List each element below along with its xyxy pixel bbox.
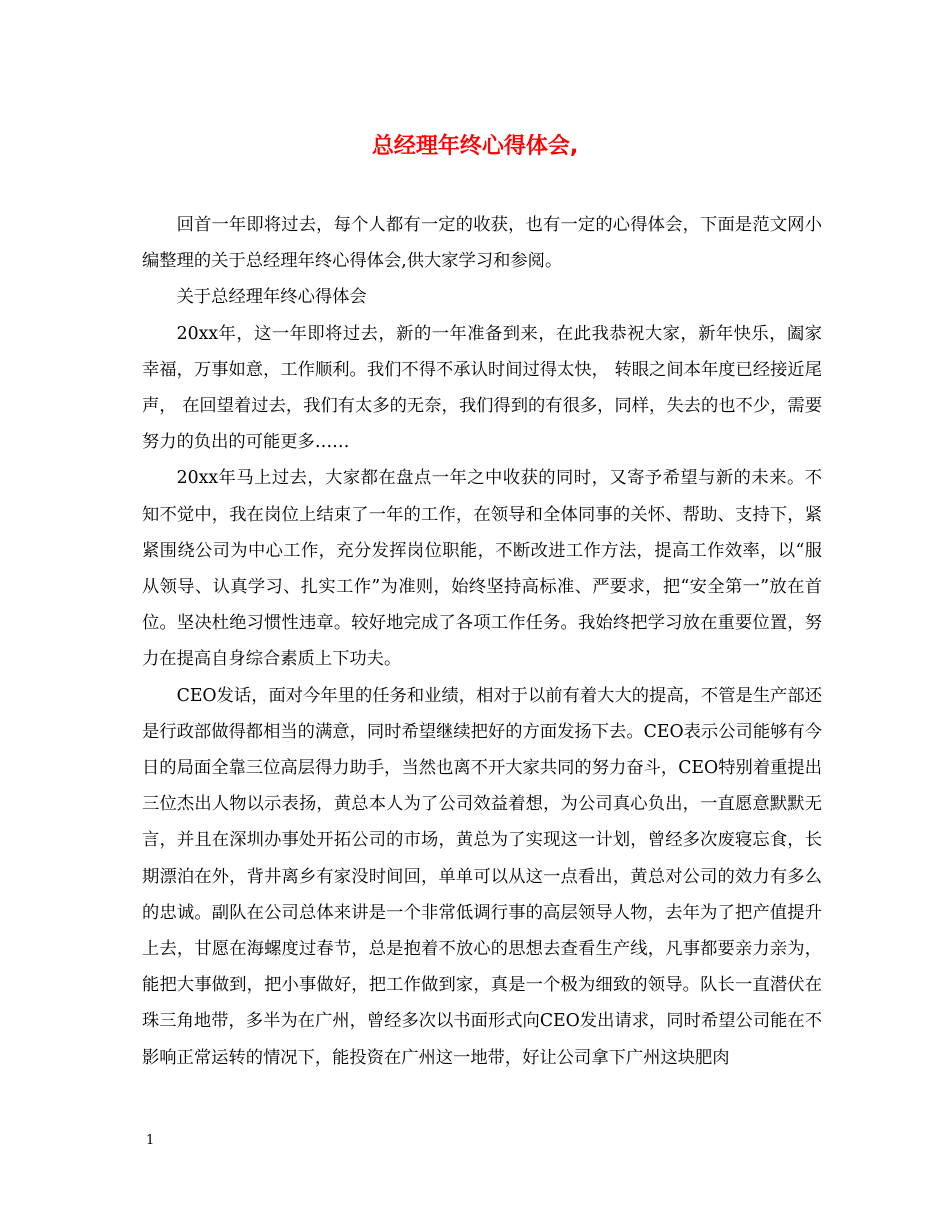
page-number: 1 (146, 1133, 155, 1148)
section-heading: 关于总经理年终心得体会 (176, 287, 367, 308)
body-paragraph: CEO发话，面对今年里的任务和业绩，相对于以前有着大大的提高，不管是生产部还是行政部做得都相当的满意，同时希望继续把好的方面发扬下去。CEO表示公司能够有今日的局面全靠三位高层得力助手，当然也离不开大家共同的努力奋斗，CEO特别着重提出三位杰出人物以示表扬，黄总本人为了公司效益着想，为公司真心负出，一直愿意默默无言，并且在深圳办事处开拓公司的市场，黄总为了实现这一计划，曾经多次废寝忘食，长期漂泊在外，背井离乡有家没时间回，单单可以从这一点看出，黄总对公司的效力有多么的忠诚。副队在公司总体来讲是一个非常低调行事的高层领导人物，去年为了把产值提升上去，甘愿在海螺度过春节，总是抱着不放心的思想去查看生产线，凡事都要亲力亲为，能把大事做到，把小事做好，把工作做到家，真是一个极为细致的领导。队长一直潜伏在珠三角地带，多半为在广州，曾经多次以书面形式向CEO发出请求，同时希望公司能在不影响正常运转的情况下，能投资在广州这一地带，好让公司拿下广州这块肥肉 (142, 685, 822, 1068)
intro-paragraph: 回首一年即将过去，每个人都有一定的收获，也有一定的心得体会，下面是范文网小编整理的关于总经理年终心得体会,供大家学习和参阅。 (142, 215, 822, 272)
document-body (142, 207, 822, 1076)
document-title: 总经理年终心得体会, (371, 134, 579, 159)
body-paragraph: 20xx年，这一年即将过去，新的一年准备到来，在此我恭祝大家，新年快乐，阖家幸福，万事如意，工作顺利。我们不得不承认时间过得太快， 转眼之间本年度已经接近尾声， 在回望着过去，我们有太多的无奈，我们得到的有很多，同样，失去的也不少，需要努力的负出的可能更多…… (142, 323, 822, 453)
body-paragraph: 20xx年马上过去，大家都在盘点一年之中收获的同时，又寄予希望与新的未来。不知不觉中，我在岗位上结束了一年的工作，在领导和全体同事的关怀、帮助、支持下，紧紧围绕公司为中心工作，充分发挥岗位职能，不断改进工作方法，提高工作效率，以“服从领导、认真学习、扎实工作”为准则，始终坚持高标准、严要求，把“安全第一”放在首位。坚决杜绝习惯性违章。较好地完成了各项工作任务。我始终把学习放在重要位置，努力在提高自身综合素质上下功夫。 (142, 468, 822, 670)
